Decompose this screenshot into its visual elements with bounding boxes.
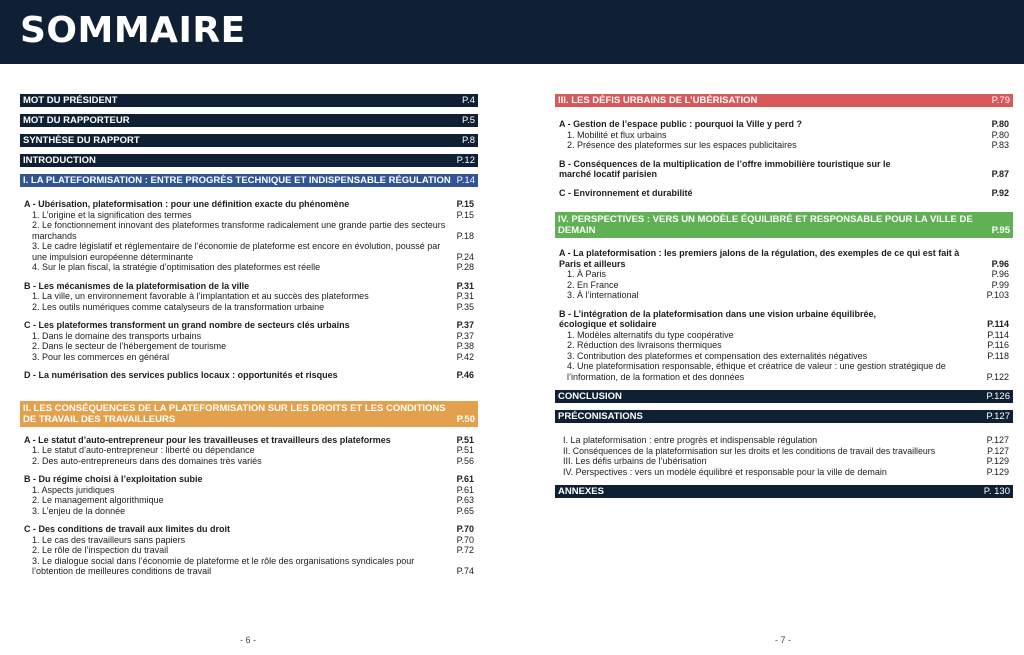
left-column — [20, 94, 478, 577]
toc-page-number: P.116 — [987, 340, 1009, 350]
toc-item-text: 2. Le rôle de l’inspection du travail — [32, 545, 169, 555]
toc-item[interactable] — [20, 506, 478, 517]
toc-page-number: P.127 — [986, 435, 1009, 445]
toc-bar-synthese[interactable] — [20, 134, 478, 147]
toc-section-preconisations — [555, 435, 1013, 477]
toc-section-title-text: A - Gestion de l’espace public : pourquoi la Ville y perd ? — [559, 119, 803, 129]
toc-page-number: P.4 — [461, 95, 475, 106]
toc-item-text: IV. Perspectives : vers un modèle équilibré et responsable pour la ville de demain — [563, 466, 887, 477]
toc-section-title[interactable] — [555, 248, 1013, 269]
toc-part-4[interactable] — [555, 212, 1013, 238]
toc-item[interactable] — [555, 340, 1013, 351]
toc-page-number: P.80 — [991, 129, 1009, 140]
toc-page-number: P.15 — [456, 199, 474, 209]
toc-page-number: P.127 — [987, 445, 1009, 456]
toc-page-number: P.24 — [456, 251, 474, 262]
right-column — [555, 94, 1013, 505]
toc-page-number: P.37 — [456, 320, 474, 330]
toc-item-text: 3. Le cadre législatif et réglementaire de l’économie de plateforme est encore en évolution, poussé par une impulsion européenne déterminante — [32, 241, 441, 262]
toc-bar-label: MOT DU PRÉSIDENT — [23, 95, 118, 106]
toc-item-text: 3. Contribution des plateformes et compensation des externalités négatives — [567, 350, 868, 361]
toc-page-number: P.12 — [456, 155, 475, 166]
toc-item[interactable] — [555, 290, 1013, 301]
toc-page-number: P.114 — [987, 329, 1009, 340]
toc-item-text: 1. Modèles alternatifs du type coopérative — [567, 329, 734, 340]
toc-page-number: P.72 — [456, 545, 474, 555]
toc-page-number: P.96 — [991, 258, 1009, 269]
toc-section-title-text: B - Les mécanismes de la plateformisation de la ville — [24, 280, 250, 291]
toc-section-3a — [555, 119, 1013, 151]
toc-item-text: 4. Une plateformisation responsable, éthique et créatrice de valeur : une gestion stratégique de l’information, de la formation et des données — [567, 361, 946, 382]
toc-item[interactable] — [555, 140, 1013, 151]
toc-part-1[interactable] — [20, 174, 478, 187]
toc-page-number: P.114 — [987, 319, 1009, 329]
toc-item-text: 2. En France — [567, 279, 619, 290]
toc-item[interactable] — [555, 269, 1013, 280]
toc-item[interactable] — [555, 130, 1013, 141]
toc-bar-label: SYNTHÈSE DU RAPPORT — [23, 135, 140, 146]
toc-page-number: P. 130 — [983, 486, 1010, 497]
toc-page-number: P.118 — [987, 350, 1009, 361]
toc-item-text: 1. Le cas des travailleurs sans papiers — [32, 534, 186, 545]
toc-section-title-text: C - Des conditions de travail aux limites du droit — [24, 524, 231, 534]
toc-bar-preconisations[interactable] — [555, 410, 1013, 423]
toc-section-title-text: B - L’intégration de la plateformisation dans une vision urbaine équilibrée, écologique et solidaire — [559, 308, 877, 329]
toc-item[interactable] — [555, 361, 1013, 382]
toc-page-number: P.8 — [461, 135, 475, 146]
toc-page-number: P.42 — [456, 351, 474, 362]
toc-item-text: 4. Sur le plan fiscal, la stratégie d’optimisation des plateformes est réelle — [32, 262, 321, 272]
toc-item[interactable] — [20, 341, 478, 352]
page-title: SOMMAIRE — [20, 10, 246, 51]
toc-bar-annexes[interactable] — [555, 485, 1013, 498]
toc-item-text: 2. Présence des plateformes sur les espaces publicitaires — [567, 140, 797, 150]
toc-section-title[interactable] — [555, 119, 1013, 130]
toc-page-number: P.35 — [456, 301, 474, 312]
toc-page-number: P.5 — [461, 115, 475, 126]
toc-bar-label: I. LA PLATEFORMISATION : ENTRE PROGRÈS TECHNIQUE ET INDISPENSABLE RÉGULATION — [23, 175, 451, 186]
toc-page-number: P.31 — [456, 280, 474, 291]
toc-page-number: P.51 — [456, 434, 474, 445]
toc-item-text: 1. Le statut d’auto-entrepreneur : liberté ou dépendance — [32, 445, 255, 455]
toc-bar-label: INTRODUCTION — [23, 155, 96, 166]
toc-item[interactable] — [555, 351, 1013, 362]
toc-section-title-text: D - La numérisation des services publics locaux : opportunités et risques — [24, 370, 338, 380]
toc-item[interactable] — [20, 535, 478, 546]
toc-section-3c — [555, 188, 1013, 199]
toc-item-text: 2. Les outils numériques comme catalyseurs de la transformation urbaine — [32, 301, 325, 312]
toc-part-2[interactable] — [20, 401, 478, 427]
toc-item[interactable] — [555, 435, 1013, 446]
toc-item-text: 2. Le management algorithmique — [32, 495, 164, 505]
toc-section-title[interactable] — [20, 370, 478, 381]
toc-bar-label: III. LES DÉFIS URBAINS DE L’UBÉRISATION — [558, 95, 758, 106]
toc-section-title[interactable] — [20, 474, 478, 485]
toc-item[interactable] — [20, 352, 478, 363]
toc-section-title-text: A - La plateformisation : les premiers jalons de la régulation, des exemples de ce qui est fait à Paris et ailleurs — [559, 248, 960, 269]
toc-bar-label: CONCLUSION — [558, 391, 622, 402]
toc-page-number: P.92 — [991, 187, 1009, 198]
toc-page-number: P.38 — [456, 341, 474, 351]
toc-bar-mot-du-president[interactable] — [20, 94, 478, 107]
toc-item[interactable] — [20, 210, 478, 221]
toc-item-text: 3. Le dialogue social dans l’économie de plateforme et le rôle des organisations syndicales pour l’obtention de meilleures conditions de travail — [32, 555, 415, 576]
toc-page-number: P.129 — [986, 456, 1009, 466]
toc-item[interactable] — [20, 556, 478, 577]
toc-page-number: P.99 — [991, 279, 1009, 290]
toc-section-title[interactable] — [20, 199, 478, 210]
toc-page-number: P.61 — [456, 474, 474, 484]
toc-page-number: P.61 — [456, 484, 474, 495]
toc-section-3b — [555, 159, 1013, 180]
toc-item-text: 2. Le fonctionnement innovant des plateformes transforme radicalement une grande partie des secteurs marchands — [32, 220, 446, 241]
toc-section-4a — [555, 248, 1013, 301]
toc-item-text: 1. Aspects juridiques — [32, 484, 115, 495]
toc-item[interactable] — [555, 467, 1013, 478]
toc-page-number: P.127 — [986, 411, 1010, 422]
toc-bar-label: IV. PERSPECTIVES : VERS UN MODÈLE ÉQUILIBRÉ ET RESPONSABLE POUR LA VILLE DE DEMAIN — [558, 214, 973, 236]
toc-part-3[interactable] — [555, 94, 1013, 107]
toc-bar-mot-du-rapporteur[interactable] — [20, 114, 478, 127]
toc-bar-label: PRÉCONISATIONS — [558, 411, 643, 422]
toc-page-number: P.70 — [456, 524, 474, 534]
toc-page-number: P.15 — [456, 209, 474, 220]
toc-section-title-text: B - Du régime choisi à l’exploitation subie — [24, 474, 203, 484]
toc-item-text: 2. Dans le secteur de l’hébergement de tourisme — [32, 341, 227, 351]
toc-item-text: 1. Dans le domaine des transports urbains — [32, 330, 202, 341]
toc-item-text: 3. Pour les commerces en général — [32, 351, 170, 362]
toc-page-number: P.126 — [986, 391, 1010, 402]
toc-section-title-text: A - Le statut d’auto-entrepreneur pour les travailleuses et travailleurs des plateformes — [24, 434, 391, 445]
toc-item[interactable] — [20, 495, 478, 506]
toc-page-number: P.28 — [456, 262, 474, 272]
toc-page-number: P.70 — [456, 534, 474, 545]
toc-item-text: 3. L’enjeu de la donnée — [32, 505, 126, 516]
page-number-right: - 7 - — [775, 635, 792, 645]
toc-page-number: P.50 — [456, 413, 475, 425]
toc-bar-label: MOT DU RAPPORTEUR — [23, 115, 130, 126]
toc-page-number: P.80 — [991, 119, 1009, 129]
toc-section-title[interactable] — [20, 320, 478, 331]
toc-page-number: P.95 — [991, 225, 1010, 236]
toc-item[interactable] — [555, 330, 1013, 341]
toc-section-1d — [20, 370, 478, 381]
toc-page-number: P.31 — [456, 291, 474, 301]
toc-section-2b — [20, 474, 478, 516]
toc-item[interactable] — [555, 280, 1013, 291]
toc-section-title[interactable] — [20, 281, 478, 292]
toc-page-number: P.83 — [991, 140, 1009, 150]
toc-page-number: P.103 — [986, 290, 1009, 300]
toc-section-title[interactable] — [555, 309, 1013, 330]
toc-item[interactable] — [555, 456, 1013, 467]
toc-section-1c — [20, 320, 478, 362]
toc-page-number: P.18 — [456, 230, 474, 241]
toc-item-text: 1. L’origine et la signification des termes — [32, 209, 192, 220]
toc-page-number: P.74 — [456, 566, 474, 576]
toc-item[interactable] — [20, 445, 478, 456]
toc-section-title[interactable] — [555, 188, 1013, 199]
toc-page-number: P.79 — [991, 95, 1010, 106]
toc-page-number: P.129 — [986, 466, 1009, 477]
toc-page-number: P.14 — [456, 175, 475, 186]
toc-section-2c — [20, 524, 478, 577]
page-number-left: - 6 - — [240, 635, 257, 645]
toc-page-number: P.63 — [456, 495, 474, 505]
toc-page-number: P.87 — [991, 169, 1009, 179]
toc-page-number: P.51 — [456, 445, 474, 455]
toc-section-1a — [20, 199, 478, 273]
toc-section-title[interactable] — [20, 524, 478, 535]
toc-bar-introduction[interactable] — [20, 154, 478, 167]
toc-bar-label: ANNEXES — [558, 486, 604, 497]
toc-section-2a — [20, 435, 478, 467]
toc-item[interactable] — [20, 545, 478, 556]
toc-item[interactable] — [20, 291, 478, 302]
toc-section-title-text: B - Conséquences de la multiplication de l’offre immobilière touristique sur le marché locatif parisien — [559, 158, 891, 179]
toc-section-title-text: C - Les plateformes transforment un grand nombre de secteurs clés urbains — [24, 320, 350, 330]
toc-page-number: P.37 — [456, 330, 474, 341]
toc-section-title-text: A - Ubérisation, plateformisation : pour une définition exacte du phénomène — [24, 199, 350, 209]
toc-page-number: P.46 — [456, 370, 474, 380]
toc-page-number: P.122 — [986, 371, 1009, 382]
toc-section-title-text: C - Environnement et durabilité — [559, 187, 693, 198]
toc-page-number: P.96 — [991, 269, 1009, 279]
toc-bar-conclusion[interactable] — [555, 390, 1013, 403]
toc-item[interactable] — [20, 485, 478, 496]
toc-item[interactable] — [20, 456, 478, 467]
toc-section-title[interactable] — [20, 435, 478, 446]
toc-page-number: P.56 — [456, 455, 474, 466]
toc-item-text: II. Conséquences de la plateformisation sur les droits et les conditions de travail des travailleurs — [563, 445, 936, 456]
toc-item[interactable] — [20, 302, 478, 313]
toc-item-text: 3. À l’international — [567, 290, 639, 300]
toc-section-1b — [20, 281, 478, 313]
toc-item-text: 1. La ville, un environnement favorable à l’implantation et au succès des plateformes — [32, 291, 369, 301]
toc-item[interactable] — [20, 331, 478, 342]
toc-bar-label: II. LES CONSÉQUENCES DE LA PLATEFORMISATION SUR LES DROITS ET LES CONDITIONS DE TRAVAIL DES TRAVAILLEURS — [23, 402, 446, 425]
toc-item[interactable] — [20, 220, 478, 241]
toc-item[interactable] — [20, 241, 478, 262]
toc-item-text: 1. Mobilité et flux urbains — [567, 129, 667, 140]
toc-item-text: III. Les défis urbains de l’ubérisation — [563, 456, 707, 466]
header-banner — [0, 0, 1024, 64]
toc-item-text: 1. À Paris — [567, 269, 607, 279]
toc-section-4b — [555, 309, 1013, 383]
toc-item-text: 2. Des auto-entrepreneurs dans des domaines très variés — [32, 455, 262, 466]
toc-item[interactable] — [20, 262, 478, 273]
toc-section-title[interactable] — [555, 159, 1013, 180]
toc-page-number: P.65 — [456, 505, 474, 516]
toc-item-text: I. La plateformisation : entre progrès et indispensable régulation — [563, 435, 818, 445]
toc-item[interactable] — [555, 446, 1013, 457]
toc-item-text: 2. Réduction des livraisons thermiques — [567, 340, 722, 350]
